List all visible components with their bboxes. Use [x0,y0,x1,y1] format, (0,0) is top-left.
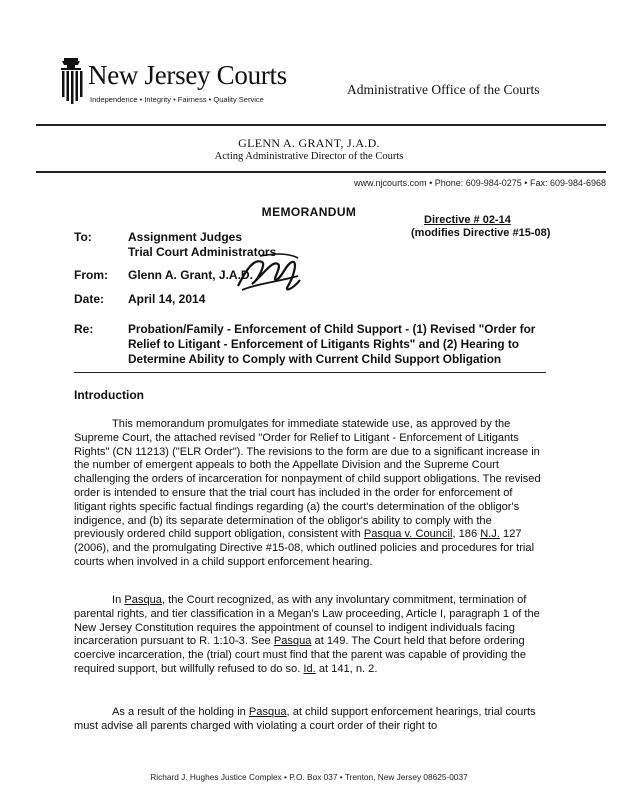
re-label: Re: [74,322,94,336]
p2-case-citation-1: Pasqua [124,594,162,606]
p2-case-citation-2: Pasqua [273,635,312,648]
memo-heading: MEMORANDUM [261,205,357,219]
p2-text-a: In [112,594,125,606]
p3-case-citation: Pasqua [248,706,287,718]
org-tagline: Independence • Integrity • Fairness • Quality Service [90,95,264,104]
directive-modifies: (modifies Directive #15-08) [411,227,551,239]
p1-case-citation: Pasqua v. Council [363,528,453,541]
p1-text-b: , 186 [452,528,481,541]
p1-text-c: 127 (2006), and the promulgating Directive #15-08, which outlined policies and procedures for trial courts when involved in a child support enforcement hearing. [74,528,535,568]
office-name: Administrative Office of the Courts [347,82,540,97]
to-label: To: [74,230,92,244]
footer-address: Richard J. Hughes Justice Complex • P.O. Box 037 • Trenton, New Jersey 08625-0037 [150,772,468,782]
p2-text-d: at 141, n. 2. [315,662,378,675]
p3-text-a: As a result of the holding in [112,706,249,718]
date-value: April 14, 2014 [128,292,206,306]
section-heading-introduction: Introduction [74,388,144,402]
p1-text-a: This memorandum promulgates for immediate statewide use, as approved by the Supreme Court, the attached revised "Order for Relief to Litigant - Enforcement of Litigants Rights" (CN 11213) ("ELR Order"). The revisions to the form are due to a significant increase in the number of emergent appeals to both the Appellate Division and the Supreme Court challenging the orders of incarceration for nonpayment of child support obligations. The revised order is intended to ensure that the trial court has included in the order for enforcement of litigant rights specific factual findings regarding (a) the court's determination of the obligor's indigence, and (b) its separate determination of the obligor's ability to comply with the previously ordered child support obligation, consistent with [74,418,541,541]
re-subject: Probation/Family - Enforcement of Child Support - (1) Revised "Order for Relief to Litigant - Enforcement of Litigants Rights" and (2) Hearing to Determine Ability to Comply with Current Child Support Obligation [128,322,536,366]
director-title: Acting Administrative Director of the Courts [214,151,404,162]
paragraph-1 [74,418,544,570]
header-divider-bottom [36,171,606,173]
from-label: From: [74,268,108,282]
subject-divider [74,372,546,373]
nj-courts-emblem-icon [58,56,86,108]
to-recipient-2: Trial Court Administrators [128,245,277,259]
p3-text-b: , at child support enforcement hearings, trial courts must advise all parents charged with violating a court order of their right to [74,706,536,732]
signature-mark [232,250,304,298]
paragraph-2 [74,594,544,677]
date-label: Date: [74,292,105,306]
p2-text-b: , the Court recognized, as with any involuntary commitment, termination of parental rights, and tier classification in a Megan's Law proceeding, Article I, paragraph 1 of the New Jersey Constitution requires the appointment of counsel to indigent individuals facing incarceration pursuant to R. 1:10-3. See [74,594,540,648]
p2-id-citation: Id. [303,662,316,675]
paragraph-3 [74,706,544,734]
contact-line: www.njcourts.com • Phone: 609-984-0275 • Fax: 609-984-6968 [354,178,606,188]
director-name: GLENN A. GRANT, J.A.D. [238,136,380,150]
from-value: Glenn A. Grant, J.A.D. [128,268,253,282]
p2-text-c: at 149. The Court held that before ordering coercive incarceration, the (trial) court must find that the parent was capable of providing the required support, but willfully refused to do so. [74,635,526,675]
p1-reporter: N.J. [480,528,500,541]
org-name: New Jersey Courts [88,60,287,90]
directive-number: Directive # 02-14 [424,214,511,226]
to-recipient-1: Assignment Judges [128,230,243,244]
header-divider-top [36,124,606,126]
